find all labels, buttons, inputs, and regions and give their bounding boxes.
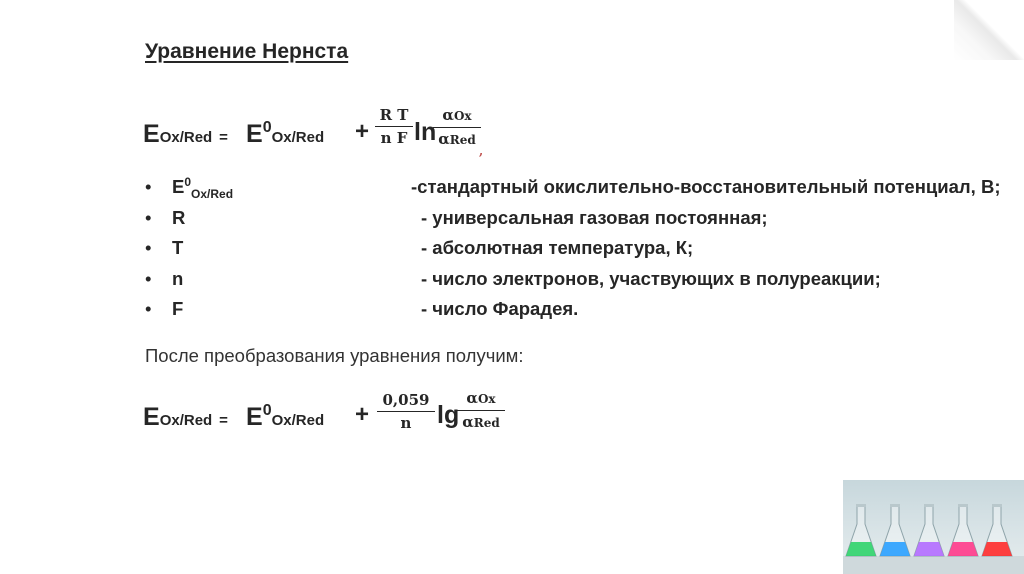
constant-over-n-fraction: 0,059 n	[377, 391, 435, 432]
flasks-photo	[843, 480, 1024, 574]
flask-icon	[914, 504, 944, 556]
lg-function: lg	[437, 401, 460, 429]
standard-potential: $E^0Ox$/Red	[246, 119, 325, 148]
activity-ratio: αOx αRed	[433, 106, 481, 149]
lhs-potential: EOx/Red =	[143, 120, 228, 148]
slide: Уравнение Нернста EOx/Red = $E^0Ox$/Red + R T n F ln αOx αRed , • $E^0_{Ox/Red}$ -стандартный окислительно-восстановительный потенциал, В; • R - универсальная газовая постоянная; • T - абсолютная температура, К; • n - число электронов, участвующих в полуреакции; • F - число Фарадея. После преобразования уравнения получим: EOx/Red = $E^0Ox$/Red + 0,059 n lg αOx αRed	[0, 0, 1024, 574]
flask-icon	[982, 504, 1012, 556]
slide-title: Уравнение Нернста	[145, 40, 349, 63]
plus-sign: +	[355, 118, 370, 145]
flask-icon	[880, 504, 910, 556]
flask-icon	[846, 504, 876, 556]
page-curl-decoration	[954, 0, 1024, 60]
rt-over-nf-fraction: R T n F	[375, 106, 413, 147]
trailing-comma: ,	[479, 144, 484, 158]
lhs-potential: EOx/Red =	[143, 403, 228, 431]
standard-potential: $E^0Ox$/Red	[246, 402, 325, 431]
flask-icon	[948, 504, 978, 556]
activity-ratio: αOx αRed	[457, 389, 505, 432]
plus-sign: +	[355, 401, 370, 428]
flasks-illustration	[843, 480, 1024, 574]
transformation-caption: После преобразования уравнения получим:	[145, 345, 524, 366]
ln-function: ln	[414, 118, 437, 146]
